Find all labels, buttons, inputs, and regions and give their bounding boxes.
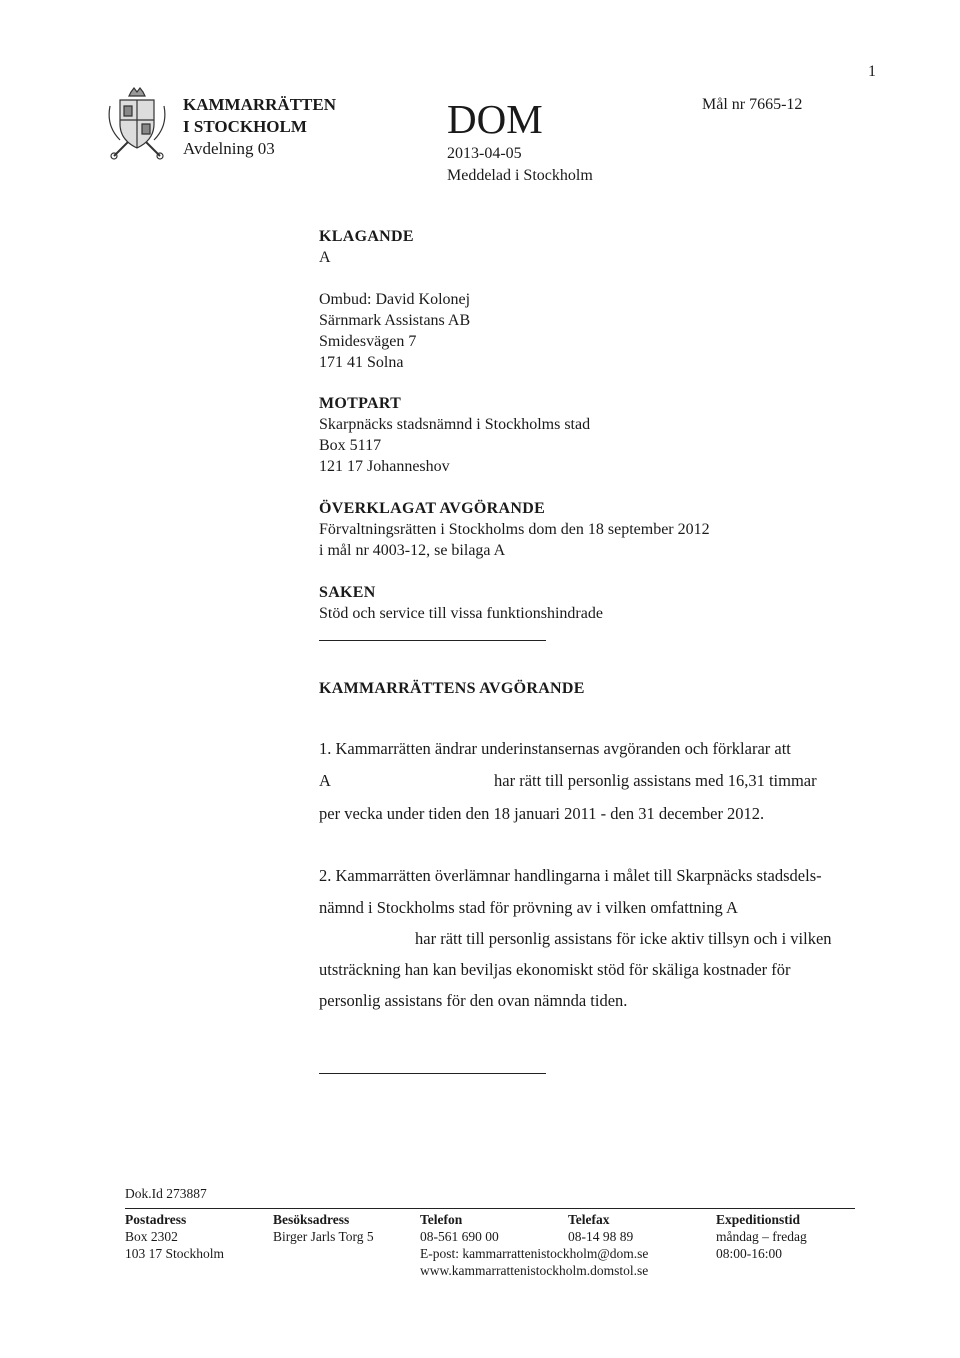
saken-heading: SAKEN	[319, 584, 376, 601]
footer-telefax	[568, 1211, 633, 1245]
representative-street: Smidesvägen 7	[319, 333, 417, 350]
decision-p2-line2: nämnd i Stockholms stad för prövning av i vilken omfattning A	[319, 898, 738, 917]
representative: Ombud: David Kolonej	[319, 291, 471, 308]
overklagat-section	[319, 498, 710, 561]
besoksadress-street: Birger Jarls Torg 5	[273, 1229, 374, 1244]
footer-postadress	[125, 1211, 224, 1262]
telefon-number: 08-561 690 00	[420, 1229, 499, 1244]
decision-p1-line2b: har rätt till personlig assistans med 16,31 timmar	[494, 771, 817, 790]
postadress-heading: Postadress	[125, 1212, 187, 1227]
expeditionstid-heading: Expeditionstid	[716, 1212, 801, 1227]
email-address[interactable]: E-post: kammarrattenistockholm@dom.se	[420, 1246, 649, 1261]
decision-p1-line2a: A	[319, 771, 331, 790]
telefax-heading: Telefax	[568, 1212, 610, 1227]
decision-p2-line3: har rätt till personlig assistans för icke aktiv tillsyn och i vilken	[415, 929, 832, 948]
decision-heading-block	[319, 678, 585, 699]
klagande-name: A	[319, 249, 331, 266]
motpart-box: Box 5117	[319, 437, 382, 454]
case-number: Mål nr 7665-12	[702, 96, 803, 113]
decision-p1-line1: 1. Kammarrätten ändrar underinstansernas avgöranden och förklarar att	[319, 739, 791, 758]
website-link[interactable]: www.kammarrattenistockholm.domstol.se	[420, 1263, 649, 1278]
telefax-number: 08-14 98 89	[568, 1229, 634, 1244]
motpart-heading: MOTPART	[319, 395, 402, 412]
decision-p2-line1: 2. Kammarrätten överlämnar handlingarna i målet till Skarpnäcks stadsdels-	[319, 866, 822, 885]
decision-heading: KAMMARRÄTTENS AVGÖRANDE	[319, 680, 585, 697]
motpart-city: 121 17 Johanneshov	[319, 458, 450, 475]
expeditionstid-days: måndag – fredag	[716, 1229, 807, 1244]
footer-besoksadress	[273, 1211, 374, 1245]
court-line1: KAMMARRÄTTEN	[183, 95, 336, 114]
document-id: Dok.Id 273887	[125, 1186, 207, 1201]
motpart-name: Skarpnäcks stadsnämnd i Stockholms stad	[319, 416, 591, 433]
division: Avdelning 03	[183, 139, 275, 158]
overklagat-heading: ÖVERKLAGAT AVGÖRANDE	[319, 500, 546, 517]
saken-text: Stöd och service till vissa funktionshindrade	[319, 605, 603, 622]
saken-section	[319, 582, 603, 624]
expeditionstid-hours: 08:00-16:00	[716, 1246, 782, 1261]
decision-p2-line5: personlig assistans för den ovan nämnda tiden.	[319, 991, 628, 1010]
issued-location: Meddelad i Stockholm	[447, 167, 593, 184]
motpart-section	[319, 393, 590, 477]
court-line2: I STOCKHOLM	[183, 117, 307, 136]
document-type: DOM	[447, 96, 543, 142]
date-block	[447, 143, 593, 187]
divider-end	[319, 1073, 546, 1074]
coat-of-arms-logo	[104, 86, 170, 162]
besoksadress-heading: Besöksadress	[273, 1212, 350, 1227]
representative-city: 171 41 Solna	[319, 354, 404, 371]
page-number: 1	[868, 63, 876, 80]
decision-p2-line4: utsträckning han kan beviljas ekonomiskt stöd för skäliga kostnader för	[319, 960, 791, 979]
judgment-date: 2013-04-05	[447, 145, 522, 162]
klagande-section	[319, 226, 470, 373]
court-name	[183, 94, 336, 160]
footer-rule	[125, 1208, 855, 1209]
representative-company: Särnmark Assistans AB	[319, 312, 471, 329]
klagande-heading: KLAGANDE	[319, 228, 414, 245]
postadress-box: Box 2302	[125, 1229, 178, 1244]
postadress-city: 103 17 Stockholm	[125, 1246, 225, 1261]
decision-p1-line3: per vecka under tiden den 18 januari 2011 - den 31 december 2012.	[319, 804, 765, 823]
overklagat-line1: Förvaltningsrätten i Stockholms dom den 18 september 2012	[319, 521, 710, 538]
footer-expeditionstid	[716, 1211, 807, 1262]
telefon-heading: Telefon	[420, 1212, 463, 1227]
divider	[319, 640, 546, 641]
overklagat-line2: i mål nr 4003-12, se bilaga A	[319, 542, 506, 559]
